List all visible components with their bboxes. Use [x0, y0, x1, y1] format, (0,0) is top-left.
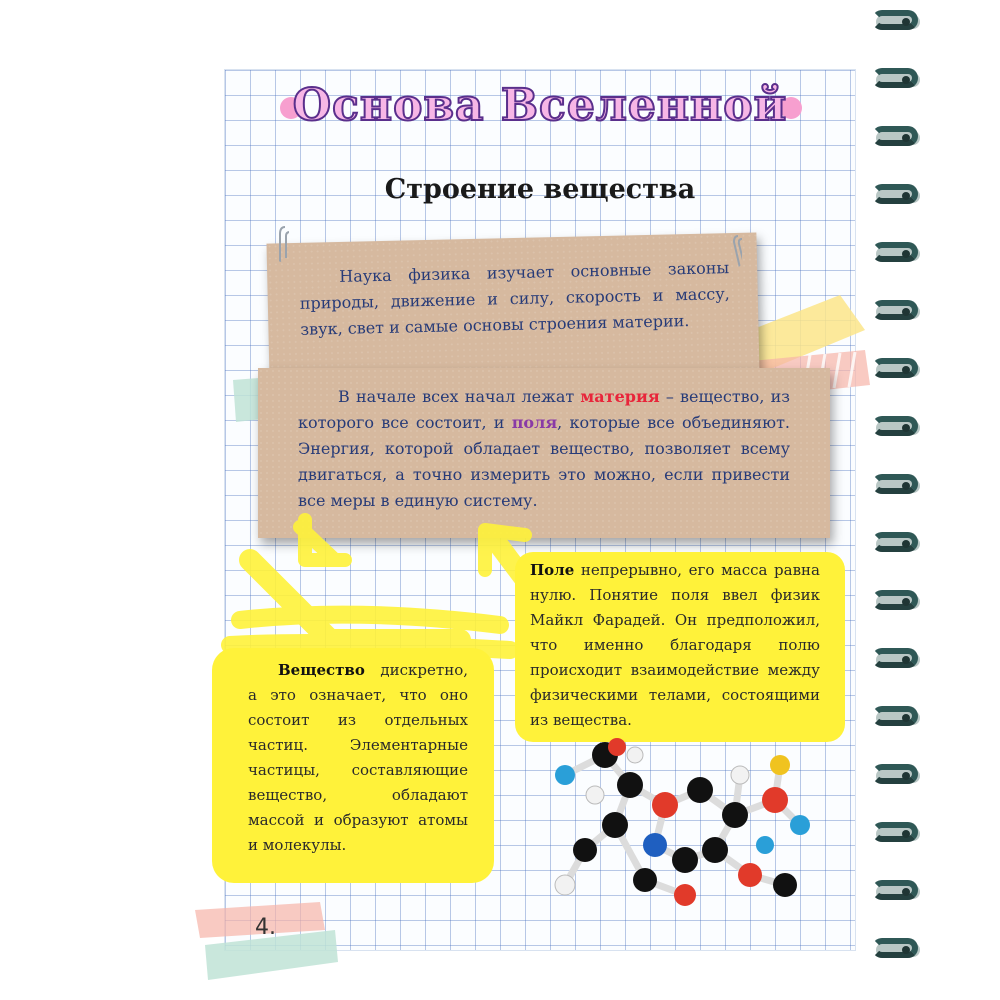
intro-text: Наука физика изучает основные законы природы, движение и силу, скорость и массу, звук, свет и самые основы строения материи. [299, 258, 730, 339]
page-number: 4. [255, 915, 276, 940]
molecule-model-icon [535, 735, 820, 915]
matter-text: В начале всех начал лежат материя – вещество, из которого все состоит, и поля, которые все объединяют. Энергия, которой обладает вещество, позволяет всему двигаться, а точно измерить это можно, если привести все меры в единую систему. [298, 387, 791, 510]
term-substance-note: Вещество [278, 661, 365, 679]
spiral-binding-icon [872, 472, 924, 500]
spiral-binding-icon [872, 66, 924, 94]
term-matter: материя [580, 387, 660, 406]
spiral-binding-icon [872, 646, 924, 674]
field-note: Поле непрерывно, его масса равна нулю. Понятие поля ввел физик Майкл Фарадей. Он предположил, что именно благодаря полю происходит взаимодействие между физическими телами, состоящими из вещества. [530, 561, 820, 729]
paperclip-icon [728, 228, 742, 268]
spiral-binding-icon [872, 240, 924, 268]
page-title: Основа Вселенной [292, 80, 788, 131]
spiral-binding-icon [872, 588, 924, 616]
matter-paper-scrap [258, 368, 830, 538]
intro-paper-scrap [266, 232, 759, 383]
spiral-binding-icon [872, 820, 924, 848]
spiral-binding-icon [872, 878, 924, 906]
spiral-binding-icon [872, 936, 924, 964]
substance-note: Вещество дискретно, а это означает, что оно состоит из отдельных частиц. Элементарные частицы, составляющие вещество, обладают массой и образуют атомы и молекулы. [248, 661, 468, 854]
paperclip-icon [275, 222, 289, 262]
tape-decoration-bottom [190, 900, 340, 990]
spiral-binding-icon [872, 530, 924, 558]
spiral-binding-icon [872, 762, 924, 790]
page-subtitle: Строение вещества [384, 174, 696, 205]
spiral-binding-icon [872, 704, 924, 732]
spiral-binding-icon [872, 124, 924, 152]
term-field-note: Поле [530, 561, 575, 579]
spiral-binding-icon [872, 414, 924, 442]
term-field: поля [511, 413, 558, 432]
spiral-binding-icon [872, 8, 924, 36]
spiral-binding-icon [872, 182, 924, 210]
